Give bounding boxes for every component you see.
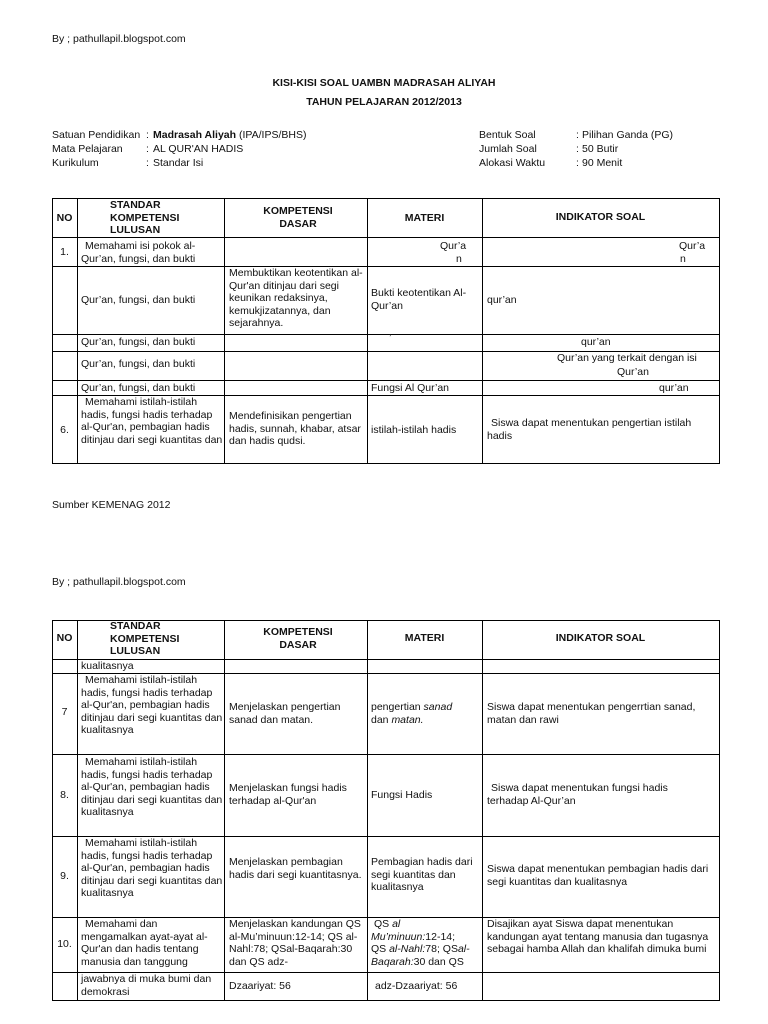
col-header-no: NO <box>56 632 73 644</box>
row-skl: Memahami isi pokok al-Qur’an, fungsi, dan bukti <box>81 240 196 265</box>
row-skl: Memahami istilah-istilah hadis, fungsi hadis terhadap al-Qur'an, pembagian hadis ditinjau dari segi kuantitas dan <box>81 396 223 446</box>
info-colon: : <box>146 157 149 169</box>
byline: By ; pathullapil.blogspot.com <box>52 33 186 45</box>
col-header-materi: MATERI <box>404 212 445 224</box>
row-materi: Bukti keotentikan Al-Qur’an <box>371 287 467 312</box>
info-label: Bentuk Soal <box>479 129 536 141</box>
info-colon: : <box>576 129 579 141</box>
byline: By ; pathullapil.blogspot.com <box>52 576 186 588</box>
row-materi: pengertian sanad dan matan. <box>371 701 453 726</box>
info-value: Pilihan Ganda (PG) <box>582 129 674 141</box>
row-skl: Memahami dan mengamalkan ayat-ayat al-Qur'an dan hadis tentang manusia dan tanggung <box>81 918 208 968</box>
row-kd: Dzaariyat: 56 <box>229 980 291 992</box>
doc-title: KISI-KISI SOAL UAMBN MADRASAH ALIYAH <box>272 77 496 89</box>
row-kd: Menjelaskan kandungan QS al-Mu’minuun:12-14; QS al-Nahl:78; QSal-Baqarah:30 dan QS adz- <box>229 918 361 968</box>
row-indikator: Disajikan ayat Siswa dapat menentukan kandungan ayat tentang manusia dan tugasnya sebagai hamba Allah dan khalifah dimuka bumi <box>487 918 709 955</box>
source-note: Sumber KEMENAG 2012 <box>52 499 171 511</box>
info-label: Mata Pelajaran <box>52 143 123 155</box>
col-header-indikator: INDIKATOR SOAL <box>555 211 646 223</box>
col-header-skl: STANDAR KOMPETENSI LULUSAN <box>110 199 180 236</box>
info-colon: : <box>576 143 579 155</box>
row-indikator: Qur’a <box>679 240 706 252</box>
row-indikator: qur’an <box>487 294 517 306</box>
row-skl: Qur’an, fungsi, dan bukti <box>81 358 196 370</box>
info-value: Madrasah Aliyah (IPA/IPS/BHS) <box>153 129 307 141</box>
row-indikator: Siswa dapat menentukan pengerrtian sanad, matan dan rawi <box>487 701 696 726</box>
row-skl: Memahami istilah-istilah hadis, fungsi hadis terhadap al-Qur'an, pembagian hadis ditinjau dari segi kuantitas dan kualitasnya <box>81 674 223 736</box>
row-skl: kualitasnya <box>81 660 134 672</box>
row-no: 6. <box>60 424 69 436</box>
row-no: 7 <box>61 706 68 718</box>
row-indikator: Siswa dapat menentukan pengertian istilah hadis <box>487 417 692 442</box>
row-skl: Qur’an, fungsi, dan bukti <box>81 336 196 348</box>
info-colon: : <box>576 157 579 169</box>
row-skl: Memahami istilah-istilah hadis, fungsi hadis terhadap al-Qur'an, pembagian hadis ditinjau dari segi kuantitas dan kualitasnya <box>81 756 223 818</box>
row-no: 10. <box>57 938 72 950</box>
col-header-no: NO <box>56 212 73 224</box>
row-materi: adz-Dzaariyat: 56 <box>375 980 458 992</box>
row-indikator: Qur’an <box>617 366 649 378</box>
info-label: Kurikulum <box>52 157 99 169</box>
info-label: Alokasi Waktu <box>479 157 546 169</box>
col-header-materi: MATERI <box>404 632 445 644</box>
row-materi: QS al Mu’minuun:12-14; QS al-Nahl:78; QSal- Baqarah:30 dan QS <box>371 918 470 968</box>
row-skl: Memahami istilah-istilah hadis, fungsi hadis terhadap al-Qur'an, pembagian hadis ditinjau dari segi kuantitas dan kualitasnya <box>81 837 223 899</box>
col-header-kd: KOMPETENSI DASAR <box>263 205 333 230</box>
row-no: 8. <box>60 789 69 801</box>
row-skl: Qur’an, fungsi, dan bukti <box>81 382 196 394</box>
row-indikator: qur’an <box>659 382 689 394</box>
info-value: Standar Isi <box>153 157 204 169</box>
row-no: 1. <box>60 246 69 258</box>
info-value: 50 Butir <box>582 143 619 155</box>
col-header-skl: STANDAR KOMPETENSI LULUSAN <box>110 620 180 657</box>
row-kd: Menjelaskan fungsi hadis terhadap al-Qur'an <box>229 782 347 807</box>
row-skl: jawabnya di muka bumi dan demokrasi <box>81 973 212 998</box>
row-kd: Membuktikan keotentikan al-Qur'an ditinjau dari segi keunikan redaksinya, kemukjizatannya, dan sejarahnya. <box>229 267 363 329</box>
info-colon: : <box>146 143 149 155</box>
row-indikator: Siswa dapat menentukan fungsi hadis terhadap Al-Qur’an <box>487 782 668 807</box>
row-kd: Menjelaskan pembagian hadis dari segi kuantitasnya. <box>229 856 362 881</box>
info-label: Jumlah Soal <box>479 143 537 155</box>
info-value: 90 Menit <box>582 157 623 169</box>
row-kd: Menjelaskan pengertian sanad dan matan. <box>229 701 341 726</box>
row-materi: n <box>456 253 462 265</box>
row-materi: istilah-istilah hadis <box>371 424 457 436</box>
col-header-indikator: INDIKATOR SOAL <box>555 632 646 644</box>
row-no: 9. <box>60 870 69 882</box>
row-skl: Qur’an, fungsi, dan bukti <box>81 294 196 306</box>
col-header-kd: KOMPETENSI DASAR <box>263 626 333 651</box>
row-indikator: qur’an <box>581 336 611 348</box>
info-label: Satuan Pendidikan <box>52 129 141 141</box>
row-indikator: n <box>680 253 686 265</box>
row-indikator: Siswa dapat menentukan pembagian hadis dari segi kuantitas dan kualitasnya <box>487 863 709 888</box>
row-materi: Pembagian hadis dari segi kuantitas dan kualitasnya <box>371 856 473 893</box>
row-materi: Fungsi Hadis <box>371 789 433 801</box>
row-materi: Qur’a <box>440 240 467 252</box>
row-materi: ’ <box>389 332 392 344</box>
row-indikator: Qur’an yang terkait dengan isi <box>557 352 697 364</box>
info-value: AL QUR'AN HADIS <box>153 143 244 155</box>
row-kd: Mendefinisikan pengertian hadis, sunnah, khabar, atsar dan hadis qudsi. <box>229 410 361 447</box>
info-colon: : <box>146 129 149 141</box>
row-materi: Fungsi Al Qur’an <box>371 382 450 394</box>
doc-subtitle: TAHUN PELAJARAN 2012/2013 <box>306 96 462 108</box>
